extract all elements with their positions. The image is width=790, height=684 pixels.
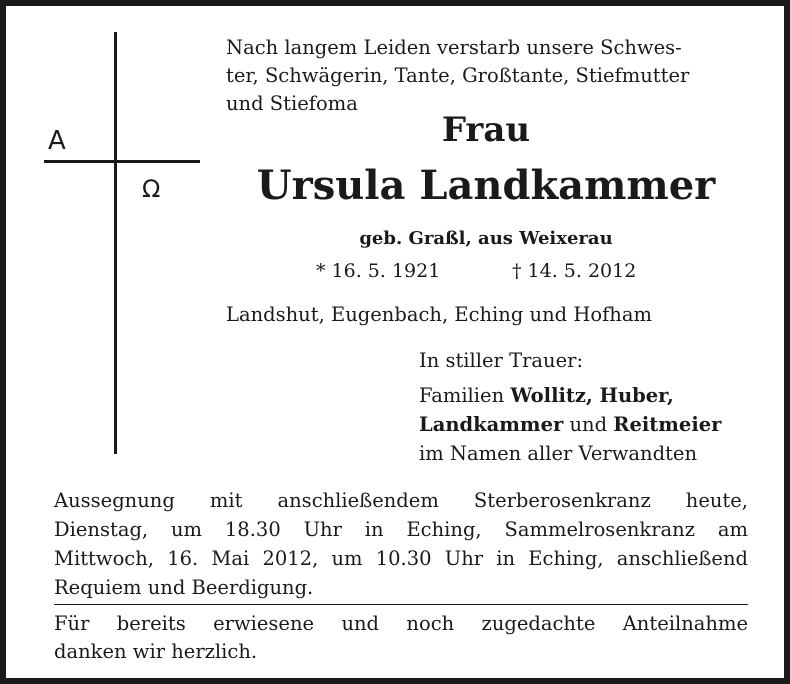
cross-horizontal-bar xyxy=(44,160,200,163)
life-dates xyxy=(316,256,676,286)
service-line: Aussegnung mit anschließendem Sterberosenkranz heute, xyxy=(54,489,748,512)
families-prefix: Familien xyxy=(419,384,511,407)
intro-line: ter, Schwägerin, Tante, Großtante, Stiefmutter xyxy=(226,64,690,87)
mourners-heading: In stiller Trauer: xyxy=(419,349,584,372)
alpha-symbol: A xyxy=(48,126,66,156)
intro-text xyxy=(226,34,756,118)
mourners-block xyxy=(419,346,721,468)
mourners-line: im Namen aller Verwandten xyxy=(419,442,698,465)
thanks-line: Für bereits erwiesene und noch zugedachte Anteilnahme xyxy=(54,612,748,635)
service-details xyxy=(54,486,748,602)
divider-line xyxy=(54,604,748,605)
family-names: Wollitz, Huber, xyxy=(510,384,674,407)
birth-date: * 16. 5. 1921 xyxy=(316,260,441,282)
death-date: † 14. 5. 2012 xyxy=(512,260,637,282)
family-name: Reitmeier xyxy=(613,413,722,436)
family-name: Landkammer xyxy=(419,413,564,436)
service-line: Dienstag, um 18.30 Uhr in Eching, Sammelrosenkranz am xyxy=(54,518,748,541)
thanks-line: danken wir herzlich. xyxy=(54,640,258,663)
mourners-line xyxy=(419,410,721,439)
deceased-name: Ursula Landkammer xyxy=(256,162,716,209)
maiden-name-origin: geb. Graßl, aus Weixerau xyxy=(359,228,613,249)
intro-line: und Stiefoma xyxy=(226,92,358,115)
omega-symbol: Ω xyxy=(142,175,161,203)
and-word: und xyxy=(563,413,614,436)
service-line: Requiem und Beerdigung. xyxy=(54,576,314,599)
cross-vertical-bar xyxy=(114,32,117,454)
thanks-text xyxy=(54,610,748,666)
intro-line: Nach langem Leiden verstarb unsere Schwes- xyxy=(226,36,682,59)
service-line: Mittwoch, 16. Mai 2012, um 10.30 Uhr in Eching, anschließend xyxy=(54,547,748,570)
mourners-line xyxy=(419,381,721,410)
salutation: Frau xyxy=(441,110,531,150)
places-line: Landshut, Eugenbach, Eching und Hofham xyxy=(226,303,652,326)
